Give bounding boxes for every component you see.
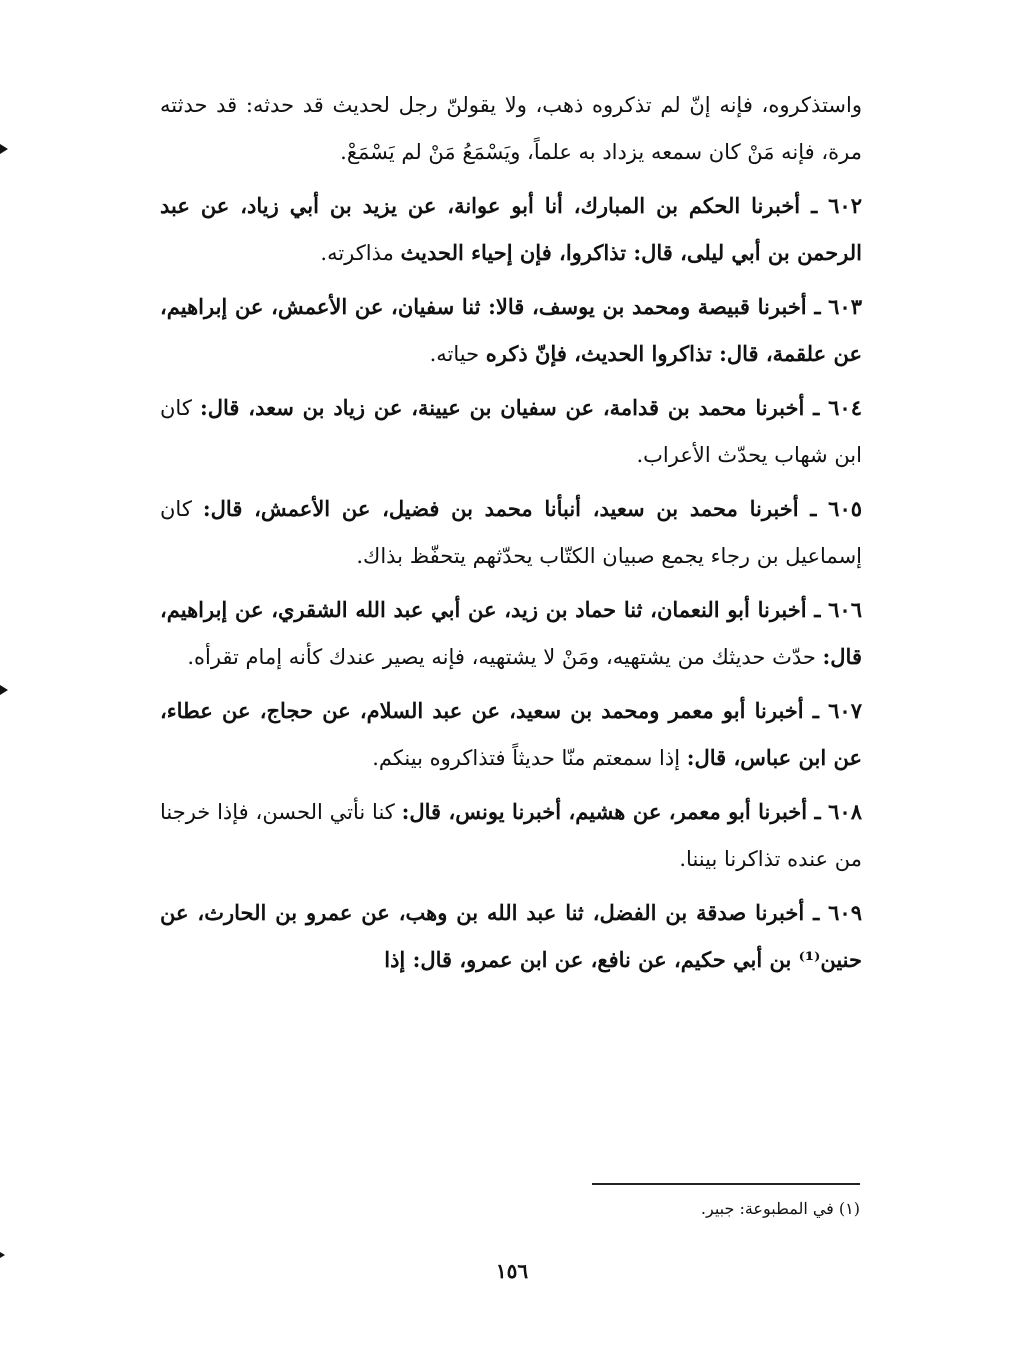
paragraph-604 — [160, 385, 862, 478]
page-body — [160, 82, 862, 991]
paragraph-text: كنا نأتي الحسن، فإذا خرجنا من عنده تذاكرنا بيننا. — [160, 800, 862, 871]
paragraph-text: مذاكرته. — [320, 240, 401, 265]
paragraph-lead: ٦٠٦ ـ أخبرنا أبو النعمان، ثنا حماد بن زيد، عن أبي عبد الله الشقري، عن إبراهيم، قال: — [160, 597, 862, 669]
paragraph-lead: ٦٠٨ ـ أخبرنا أبو معمر، عن هشيم، أخبرنا يونس، قال: — [401, 799, 862, 824]
paragraph-608 — [160, 789, 862, 882]
paragraph-text: حدّث حديثك من يشتهيه، ومَنْ لا يشتهيه، فإنه يصير عندك كأنه إمام تقرأه. — [187, 644, 823, 669]
paragraph-text: حياته. — [429, 341, 486, 366]
paragraph-lead: ٦٠٩ ـ أخبرنا صدقة بن الفضل، ثنا عبد الله بن وهب، عن عمرو بن الحارث، عن حنين⁽¹⁾ بن أبي حكيم، عن نافع، عن ابن عمرو، قال: إذا — [160, 900, 862, 972]
paragraph-text: واستذكروه، فإنه إنّ لم تذكروه ذهب، ولا يقولنّ رجل لحديث قد حدثه: قد حدثته مرة، فإنه مَنْ كان سمعه يزداد به علماً، ويَسْمَعُ مَنْ لم يَسْمَعْ. — [160, 93, 862, 164]
footnote-divider — [592, 1183, 860, 1185]
paragraph-603 — [160, 284, 862, 377]
paragraph-lead: ٦٠٤ ـ أخبرنا محمد بن قدامة، عن سفيان بن عيينة، عن زياد بن سعد، قال: — [200, 395, 862, 420]
paragraph-text: كان إسماعيل بن رجاء يجمع صبيان الكتّاب يحدّثهم يتحفّظ بذاك. — [160, 497, 862, 568]
margin-mark-icon — [0, 1248, 10, 1262]
page-number: ١٥٦ — [495, 1259, 529, 1283]
paragraph-text: إذا سمعتم منّا حديثاً فتذاكروه بينكم. — [372, 745, 687, 770]
paragraph-lead: ٦٠٢ ـ أخبرنا الحكم بن المبارك، أنا أبو عوانة، عن يزيد بن أبي زياد، عن عبد الرحمن بن أبي ليلى، قال: تذاكروا، فإن إحياء الحديث — [160, 193, 862, 265]
paragraph-607 — [160, 688, 862, 781]
paragraph-602 — [160, 183, 862, 276]
paragraph-text: كان ابن شهاب يحدّث الأعراب. — [160, 396, 862, 467]
margin-mark-icon — [0, 683, 10, 697]
paragraph-lead: ٦٠٧ ـ أخبرنا أبو معمر ومحمد بن سعيد، عن عبد السلام، عن حجاج، عن عطاء، عن ابن عباس، قال: — [160, 698, 862, 770]
paragraph-lead: ٦٠٣ ـ أخبرنا قبيصة ومحمد بن يوسف، قالا: ثنا سفيان، عن الأعمش، عن إبراهيم، عن علقمة، قال: تذاكروا الحديث، فإنّ ذكره — [160, 294, 862, 366]
footnote: (١) في المطبوعة: جبير. — [700, 1199, 860, 1218]
paragraph-605 — [160, 486, 862, 579]
margin-mark-icon — [0, 142, 10, 156]
paragraph-intro — [160, 82, 862, 175]
paragraph-606 — [160, 587, 862, 680]
paragraph-609 — [160, 890, 862, 983]
paragraph-lead: ٦٠٥ ـ أخبرنا محمد بن سعيد، أنبأنا محمد بن فضيل، عن الأعمش، قال: — [202, 496, 863, 521]
